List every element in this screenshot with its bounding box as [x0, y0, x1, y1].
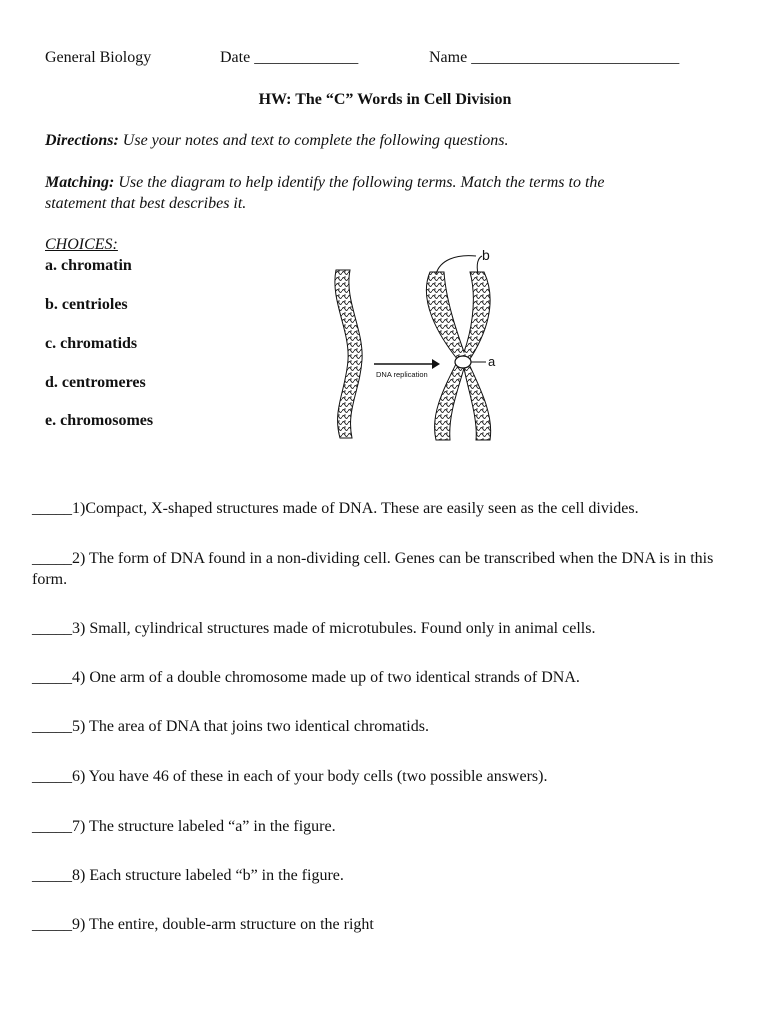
choice-b: b. centrioles: [45, 296, 128, 313]
dna-replication-diagram: [318, 240, 518, 446]
choices-heading: CHOICES:: [45, 236, 118, 253]
course-name: General Biology: [45, 49, 152, 66]
duplicated-chromosome: [426, 272, 490, 440]
question-3: _____3) Small, cylindrical structures made of microtubules. Found only in animal cells.: [32, 620, 596, 637]
label-a: a: [488, 354, 496, 369]
choice-d: d. centromeres: [45, 374, 146, 391]
choice-e: e. chromosomes: [45, 412, 154, 429]
replication-arrow: [374, 359, 440, 369]
arrow-label: DNA replication: [376, 370, 428, 379]
matching-text-line2: statement that best describes it.: [45, 195, 247, 212]
label-b-line-left: [436, 256, 476, 274]
date-field: Date _____________: [220, 49, 359, 66]
question-8: _____8) Each structure labeled “b” in the figure.: [32, 867, 344, 884]
question-2: _____2) The form of DNA found in a non-dividing cell. Genes can be transcribed when the DNA is in this form.: [32, 550, 714, 588]
question-7: _____7) The structure labeled “a” in the figure.: [32, 818, 336, 835]
question-5: _____5) The area of DNA that joins two identical chromatids.: [32, 718, 429, 735]
question-9: _____9) The entire, double-arm structure on the right: [32, 916, 374, 933]
question-4: _____4) One arm of a double chromosome made up of two identical strands of DNA.: [32, 669, 580, 686]
label-b: b: [482, 247, 490, 263]
chromatin-strand: [335, 270, 362, 438]
matching-instructions: [45, 174, 605, 192]
page-title: HW: The “C” Words in Cell Division: [258, 91, 512, 108]
centromere-shape: [455, 356, 471, 368]
matching-text-line1: Use the diagram to help identify the following terms. Match the terms to the: [114, 174, 605, 191]
directions-text: Use your notes and text to complete the following questions.: [118, 132, 509, 149]
question-1: _____1)Compact, X-shaped structures made of DNA. These are easily seen as the cell divides.: [32, 500, 639, 517]
choice-c: c. chromatids: [45, 335, 138, 352]
directions-label: Directions:: [45, 132, 119, 149]
matching-label: Matching:: [45, 174, 115, 191]
directions: [45, 132, 509, 150]
choice-a: a. chromatin: [45, 257, 132, 274]
name-field: Name __________________________: [429, 49, 680, 66]
question-6: _____6) You have 46 of these in each of your body cells (two possible answers).: [32, 768, 548, 785]
